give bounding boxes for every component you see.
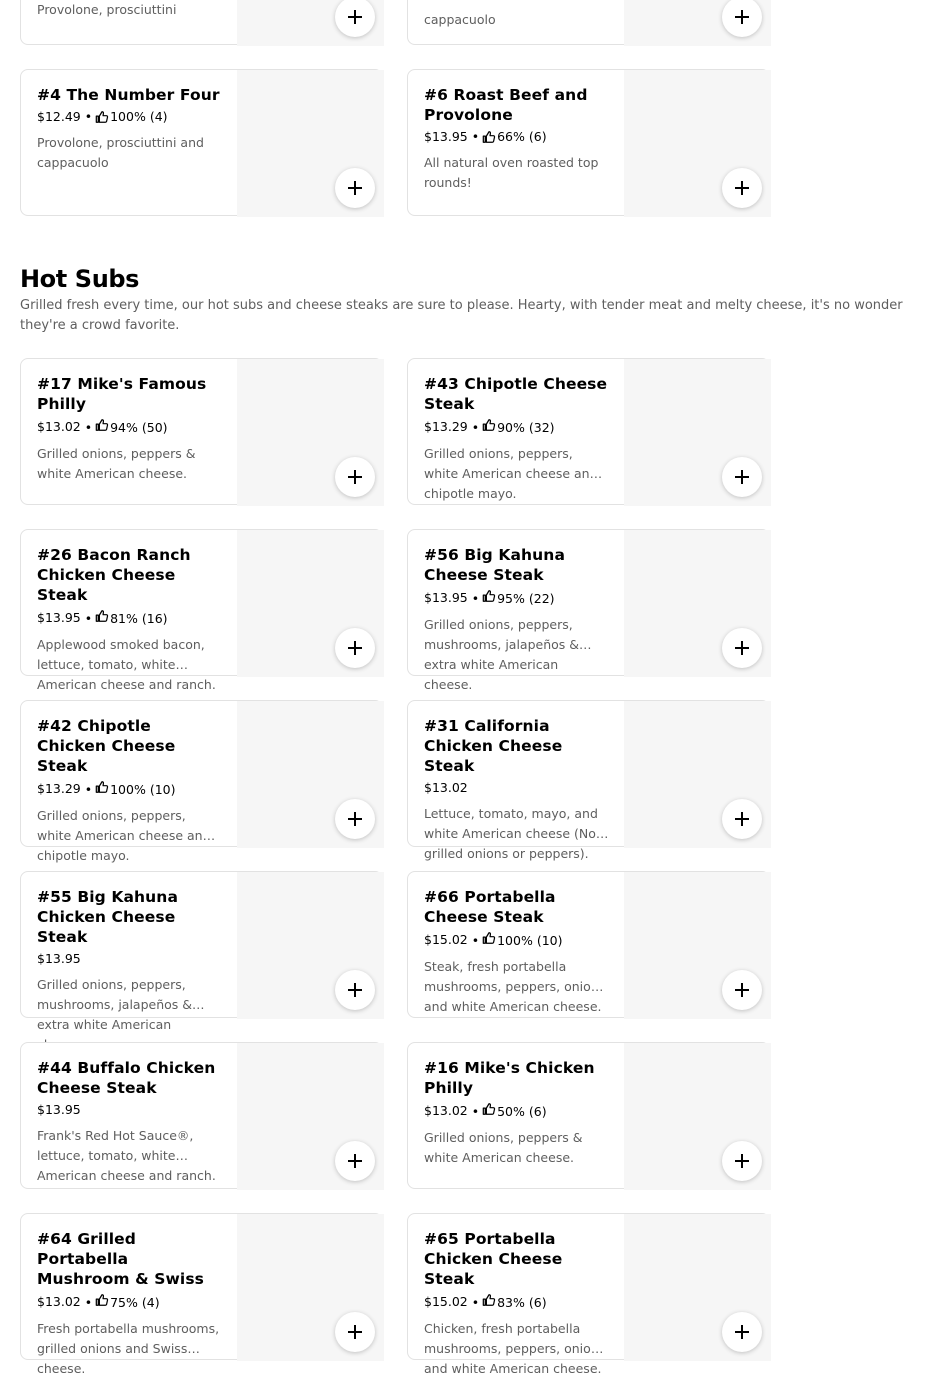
item-rating: 94% (50) (110, 420, 168, 435)
item-price: $13.95 (37, 1102, 81, 1117)
plus-icon (348, 983, 362, 997)
item-rating: 83% (6) (497, 1295, 547, 1310)
add-to-cart-button[interactable] (335, 168, 375, 208)
plus-icon (348, 470, 362, 484)
item-info (37, 374, 222, 484)
add-to-cart-button[interactable] (335, 457, 375, 497)
item-info (424, 85, 609, 193)
item-price: $15.02 (424, 1294, 468, 1309)
item-name: #17 Mike's Famous Philly (37, 375, 207, 413)
item-description: Applewood smoked bacon, lettuce, tomato, white American cheese and ranch. (37, 637, 216, 692)
item-meta (37, 1102, 222, 1118)
plus-icon (348, 812, 362, 826)
rating-group: • 100% (10) (467, 933, 563, 948)
menu-item-card[interactable] (407, 69, 770, 216)
item-description: cappacuolo (424, 12, 496, 27)
item-name: #31 California Chicken Cheese Steak (424, 717, 563, 775)
item-meta (424, 589, 609, 607)
item-info (424, 0, 609, 30)
add-to-cart-button[interactable] (335, 970, 375, 1010)
thumbs-up-icon (95, 780, 109, 794)
plus-icon (735, 10, 749, 24)
item-description: Grilled onions, peppers, white American cheese and chipotle mayo. (424, 446, 598, 501)
item-description: Grilled onions, peppers, mushrooms, jalapeños & extra white American (37, 977, 193, 1032)
item-rating: 100% (4) (110, 109, 168, 124)
item-info (37, 887, 222, 1032)
item-info (424, 374, 609, 501)
thumbs-up-icon (482, 418, 496, 432)
item-info (37, 1058, 222, 1183)
item-rating: 100% (10) (497, 933, 563, 948)
item-price: $13.02 (37, 419, 81, 434)
menu-item-card[interactable] (20, 0, 383, 45)
item-meta (37, 951, 222, 967)
add-to-cart-button[interactable] (722, 970, 762, 1010)
rating-group: • 90% (32) (467, 420, 555, 435)
rating-group: • 100% (10) (80, 782, 176, 797)
menu-item-card[interactable] (407, 700, 770, 861)
item-name: #44 Buffalo Chicken Cheese Steak (37, 1059, 216, 1097)
item-description: Provolone, prosciuttini (37, 2, 177, 17)
add-to-cart-button[interactable] (335, 628, 375, 668)
item-rating: 50% (6) (497, 1104, 547, 1119)
add-to-cart-button[interactable] (335, 1312, 375, 1352)
item-name: #6 Roast Beef and Provolone (424, 86, 588, 124)
item-name: #66 Portabella Cheese Steak (424, 888, 556, 926)
plus-icon (735, 470, 749, 484)
item-price: $13.02 (424, 780, 468, 795)
item-info (424, 1058, 609, 1168)
add-to-cart-button[interactable] (722, 799, 762, 839)
menu-item-card[interactable] (407, 529, 770, 692)
thumbs-up-icon (95, 609, 109, 623)
thumbs-up-icon (95, 418, 109, 432)
item-rating: 66% (6) (497, 129, 547, 144)
menu-item-card[interactable] (407, 871, 770, 1018)
item-meta (424, 780, 609, 796)
add-to-cart-button[interactable] (335, 1141, 375, 1181)
item-price: $13.29 (424, 419, 468, 434)
item-meta (37, 418, 222, 436)
plus-icon (735, 1325, 749, 1339)
plus-icon (348, 1325, 362, 1339)
thumbs-up-icon (482, 130, 496, 144)
menu-item-card[interactable] (407, 1042, 770, 1189)
plus-icon (348, 641, 362, 655)
thumbs-up-icon (482, 1102, 496, 1116)
item-rating: 81% (16) (110, 611, 168, 626)
item-meta: $12.49 • 100% (4) (37, 109, 168, 124)
item-name: #64 Grilled Portabella Mushroom & Swiss (37, 1230, 204, 1288)
thumbs-up-icon (95, 110, 109, 124)
rating-group: • 81% (16) (80, 611, 168, 626)
item-info (37, 0, 222, 20)
item-meta (424, 418, 609, 436)
item-price: $13.95 (37, 610, 81, 625)
item-meta (424, 1293, 609, 1311)
item-name: #42 Chipotle Chicken Cheese Steak (37, 717, 176, 775)
plus-icon (735, 1154, 749, 1168)
item-description: All natural oven roasted top rounds! (424, 155, 599, 190)
rating-group: • 75% (4) (80, 1295, 160, 1310)
add-to-cart-button[interactable] (722, 1141, 762, 1181)
add-to-cart-button[interactable] (722, 1312, 762, 1352)
add-to-cart-button[interactable] (722, 457, 762, 497)
item-name: #16 Mike's Chicken Philly (424, 1059, 595, 1097)
menu-item-card[interactable] (407, 1213, 770, 1376)
rating-group: • 94% (50) (80, 420, 168, 435)
item-price: $15.02 (424, 932, 468, 947)
add-to-cart-button[interactable] (335, 799, 375, 839)
menu-item-card[interactable] (20, 1042, 383, 1189)
item-price: $12.49 (37, 109, 81, 124)
add-to-cart-button[interactable] (722, 168, 762, 208)
item-meta (37, 1293, 222, 1311)
item-name: #43 Chipotle Cheese Steak (424, 375, 608, 413)
item-rating: 100% (10) (110, 782, 176, 797)
plus-icon (735, 983, 749, 997)
item-description: Grilled onions, peppers, mushrooms, jalapeños & extra white American cheese. (424, 617, 580, 692)
item-meta (37, 780, 222, 798)
item-price: $13.29 (37, 781, 81, 796)
item-meta (424, 1102, 609, 1120)
menu-item-card[interactable] (20, 700, 383, 863)
item-rating: 90% (32) (497, 420, 555, 435)
plus-icon (348, 1154, 362, 1168)
item-info (424, 1229, 609, 1376)
menu-item-card[interactable] (407, 358, 770, 505)
rating-group: • 95% (22) (467, 591, 555, 606)
menu-item-card[interactable] (20, 1213, 383, 1376)
rating-group: • 83% (6) (467, 1295, 547, 1310)
item-info (37, 1229, 222, 1376)
item-description: Fresh portabella mushrooms, grilled onions and Swiss cheese. (37, 1321, 220, 1376)
item-name: #56 Big Kahuna Cheese Steak (424, 546, 566, 584)
item-description: Lettuce, tomato, mayo, and white American cheese (No grilled onions or peppers). (424, 806, 598, 861)
item-name: #4 The Number Four (37, 86, 220, 104)
item-description: Chicken, fresh portabella mushrooms, peppers, onions and white American cheese. (424, 1321, 606, 1376)
item-rating: 95% (22) (497, 591, 555, 606)
add-to-cart-button[interactable] (722, 628, 762, 668)
menu-item-card[interactable] (20, 69, 383, 216)
plus-icon (348, 10, 362, 24)
item-meta (37, 609, 222, 627)
item-info (424, 887, 609, 1014)
item-meta: $13.95 • 66% (6) (424, 129, 547, 144)
menu-item-card[interactable] (20, 529, 383, 692)
thumbs-up-icon (95, 1293, 109, 1307)
plus-icon (348, 181, 362, 195)
rating-group: • 50% (6) (467, 1104, 547, 1119)
item-info (424, 545, 609, 692)
menu-item-card[interactable] (20, 358, 383, 505)
section-description: Grilled fresh every time, our hot subs and cheese steaks are sure to please. Hearty, with tender meat and melty cheese, it's no wonder they're a crowd favorite. (20, 298, 903, 333)
thumbs-up-icon (482, 589, 496, 603)
item-info (37, 85, 222, 173)
thumbs-up-icon (482, 1293, 496, 1307)
menu-item-card[interactable] (407, 0, 770, 45)
item-meta (424, 931, 609, 949)
item-price: $13.95 (424, 590, 468, 605)
item-rating: 75% (4) (110, 1295, 160, 1310)
item-description: Steak, fresh portabella mushrooms, peppers, onions and white American cheese. (424, 959, 606, 1014)
plus-icon (735, 641, 749, 655)
item-price: $13.95 (424, 129, 468, 144)
menu-item-card[interactable] (20, 871, 383, 1032)
item-name: #55 Big Kahuna Chicken Cheese Steak (37, 888, 179, 946)
section-title: Hot Subs (20, 265, 140, 293)
item-price: $13.95 (37, 951, 81, 966)
item-description: Grilled onions, peppers & white American cheese. (424, 1130, 583, 1165)
item-price: $13.02 (424, 1103, 468, 1118)
item-description: Provolone, prosciuttini and cappacuolo (37, 135, 204, 170)
item-name: #65 Portabella Chicken Cheese Steak (424, 1230, 563, 1288)
thumbs-up-icon (482, 931, 496, 945)
item-info (37, 716, 222, 863)
item-description: Grilled onions, peppers & white American cheese. (37, 446, 196, 481)
item-price: $13.02 (37, 1294, 81, 1309)
plus-icon (735, 812, 749, 826)
item-description: Grilled onions, peppers, white American cheese and chipotle mayo. (37, 808, 211, 863)
plus-icon (735, 181, 749, 195)
item-info (424, 716, 609, 861)
item-info (37, 545, 222, 692)
item-name: #26 Bacon Ranch Chicken Cheese Steak (37, 546, 191, 604)
item-description: Frank's Red Hot Sauce®, lettuce, tomato, white American cheese and ranch. (37, 1128, 216, 1183)
